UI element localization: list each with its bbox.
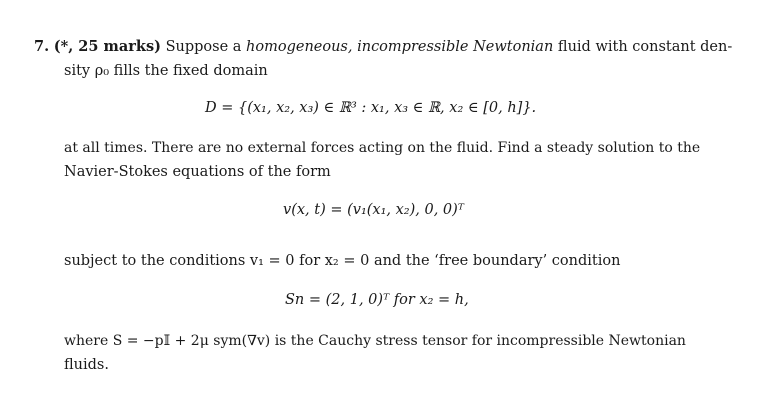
equation-domain: D = {(x₁, x₂, x₃) ∈ ℝ³ : x₁, x₃ ∈ ℝ, x₂ ∈ [0, h]}.	[205, 100, 537, 116]
text-line-7: fluids.	[64, 357, 109, 373]
problem-header-line	[34, 37, 732, 57]
text-line-3: at all times. There are no external forces acting on the fluid. Find a steady solution to the	[64, 140, 701, 156]
problem-number: 7.	[34, 38, 50, 55]
equation-velocity-form: v(x, t) = (v₁(x₁, x₂), 0, 0)ᵀ	[283, 202, 464, 218]
text-line-6: where S = −p𝕀 + 2μ sym(∇v) is the Cauchy stress tensor for incompressible Newtonian	[64, 333, 686, 349]
problem-marks: (*, 25 marks)	[53, 38, 161, 55]
text-line-4: Navier-Stokes equations of the form	[64, 164, 331, 180]
problem-intro-start: Suppose a	[160, 39, 247, 55]
equation-boundary-condition: Sn = (2, 1, 0)ᵀ for x₂ = h,	[285, 292, 469, 308]
text-line-5: subject to the conditions v₁ = 0 for x₂ = 0 and the ‘free boundary’ condition	[64, 253, 621, 269]
problem-intro-end: fluid with constant den-	[553, 39, 733, 55]
problem-intro-italic: homogeneous, incompressible Newtonian	[246, 39, 554, 55]
text-line-2: sity ρ₀ fills the fixed domain	[64, 63, 268, 79]
